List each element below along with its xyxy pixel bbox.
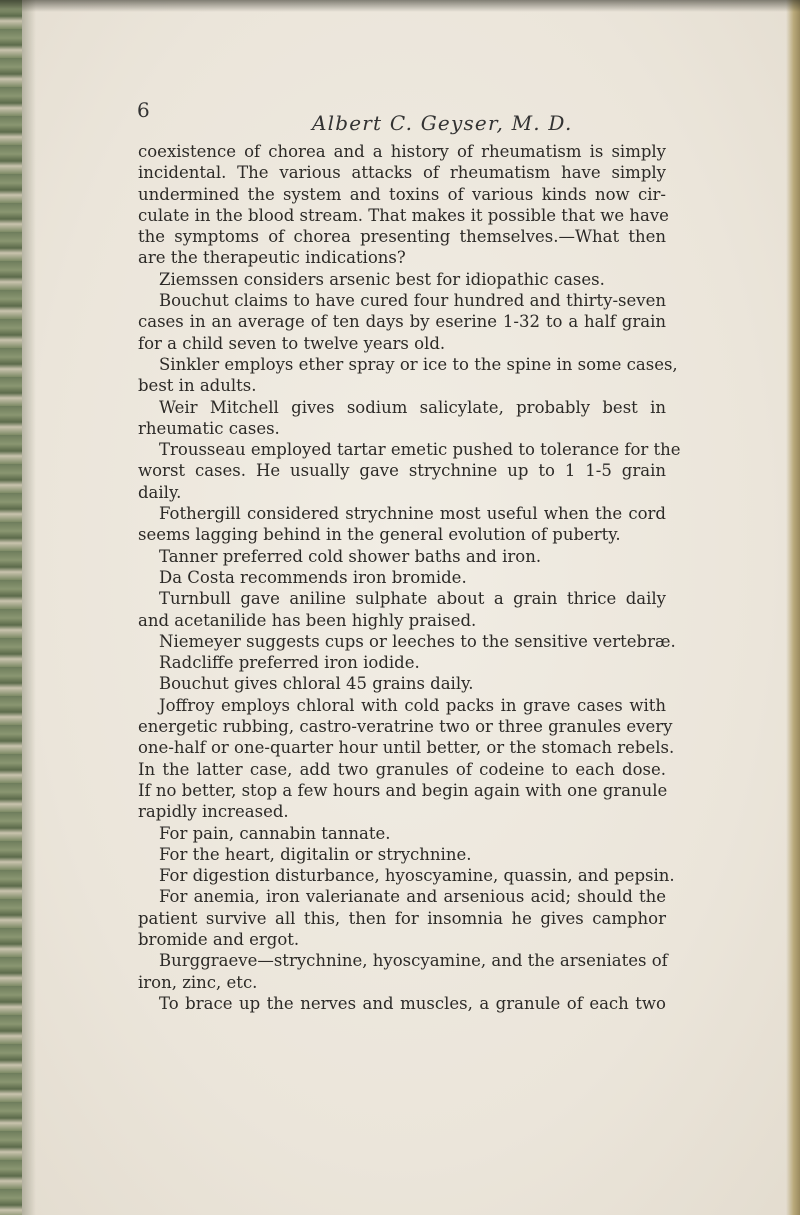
text-line: the symptoms of chorea presenting themselves.—What then [138, 227, 666, 247]
text-line: are the therapeutic indications? [138, 248, 406, 268]
text-line: bromide and ergot. [138, 929, 300, 949]
text-line: Burggraeve—strychnine, hyoscyamine, and the arseniates of [159, 951, 668, 971]
page-fore-edge [786, 0, 800, 1215]
text-line: worst cases. He usually gave strychnine up to 1 1-5 grain [138, 461, 666, 481]
page-number: 6 [137, 98, 150, 122]
text-line: energetic rubbing, castro-veratrine two or three granules every [138, 717, 673, 737]
text-line: seems lagging behind in the general evolution of puberty. [138, 525, 621, 545]
text-line: To brace up the nerves and muscles, a granule of each two [159, 993, 666, 1013]
text-line: For pain, cannabin tannate. [159, 823, 391, 843]
text-line: For digestion disturbance, hyoscyamine, quassin, and pepsin. [159, 866, 675, 886]
text-line: rapidly increased. [138, 802, 289, 822]
text-line: Da Costa recommends iron bromide. [159, 567, 467, 587]
text-line: Ziemssen considers arsenic best for idiopathic cases. [159, 269, 605, 289]
text-line: Radcliffe preferred iron iodide. [159, 653, 420, 673]
text-line: Bouchut gives chloral 45 grains daily. [159, 674, 474, 694]
text-line: For the heart, digitalin or strychnine. [159, 844, 472, 864]
text-line: iron, zinc, etc. [138, 972, 258, 992]
text-line: Bouchut claims to have cured four hundred and thirty-seven [159, 291, 666, 311]
text-line: Joffroy employs chloral with cold packs in grave cases with [159, 695, 666, 715]
text-line: culate in the blood stream. That makes it possible that we have [138, 205, 669, 225]
text-line: cases in an average of ten days by eserine 1-32 to a half grain [138, 312, 666, 332]
running-head: Albert C. Geyser, M. D. [312, 111, 573, 135]
text-line: For anemia, iron valerianate and arsenious acid; should the [159, 887, 666, 907]
text-line: best in adults. [138, 376, 257, 396]
text-line: Sinkler employs ether spray or ice to the spine in some cases, [159, 354, 678, 374]
text-line: In the latter case, add two granules of codeine to each dose. [138, 759, 666, 779]
text-line: Fothergill considered strychnine most useful when the cord [159, 504, 666, 524]
text-line: rheumatic cases. [138, 418, 280, 438]
text-line: Weir Mitchell gives sodium salicylate, probably best in [159, 397, 666, 417]
text-line: undermined the system and toxins of various kinds now cir- [138, 184, 666, 204]
top-shadow [0, 0, 800, 12]
text-line: and acetanilide has been highly praised. [138, 610, 477, 630]
text-line: Turnbull gave aniline sulphate about a grain thrice daily [159, 589, 666, 609]
text-line: Tanner preferred cold shower baths and iron. [159, 546, 542, 566]
text-line: one-half or one-quarter hour until better, or the stomach rebels. [138, 738, 675, 758]
text-line: coexistence of chorea and a history of rheumatism is simply [138, 142, 666, 161]
text-line: for a child seven to twelve years old. [138, 333, 446, 353]
text-line: daily. [138, 482, 182, 502]
book-binding-edge [0, 0, 22, 1215]
text-line: Niemeyer suggests cups or leeches to the sensitive vertebræ. [159, 631, 676, 651]
text-line: If no better, stop a few hours and begin again with one granule [138, 780, 668, 800]
text-line: Trousseau employed tartar emetic pushed to tolerance for the [159, 440, 681, 460]
text-line: incidental. The various attacks of rheumatism have simply [138, 163, 666, 183]
body-text [138, 141, 681, 1014]
text-line: patient survive all this, then for insomnia he gives camphor [138, 908, 666, 928]
